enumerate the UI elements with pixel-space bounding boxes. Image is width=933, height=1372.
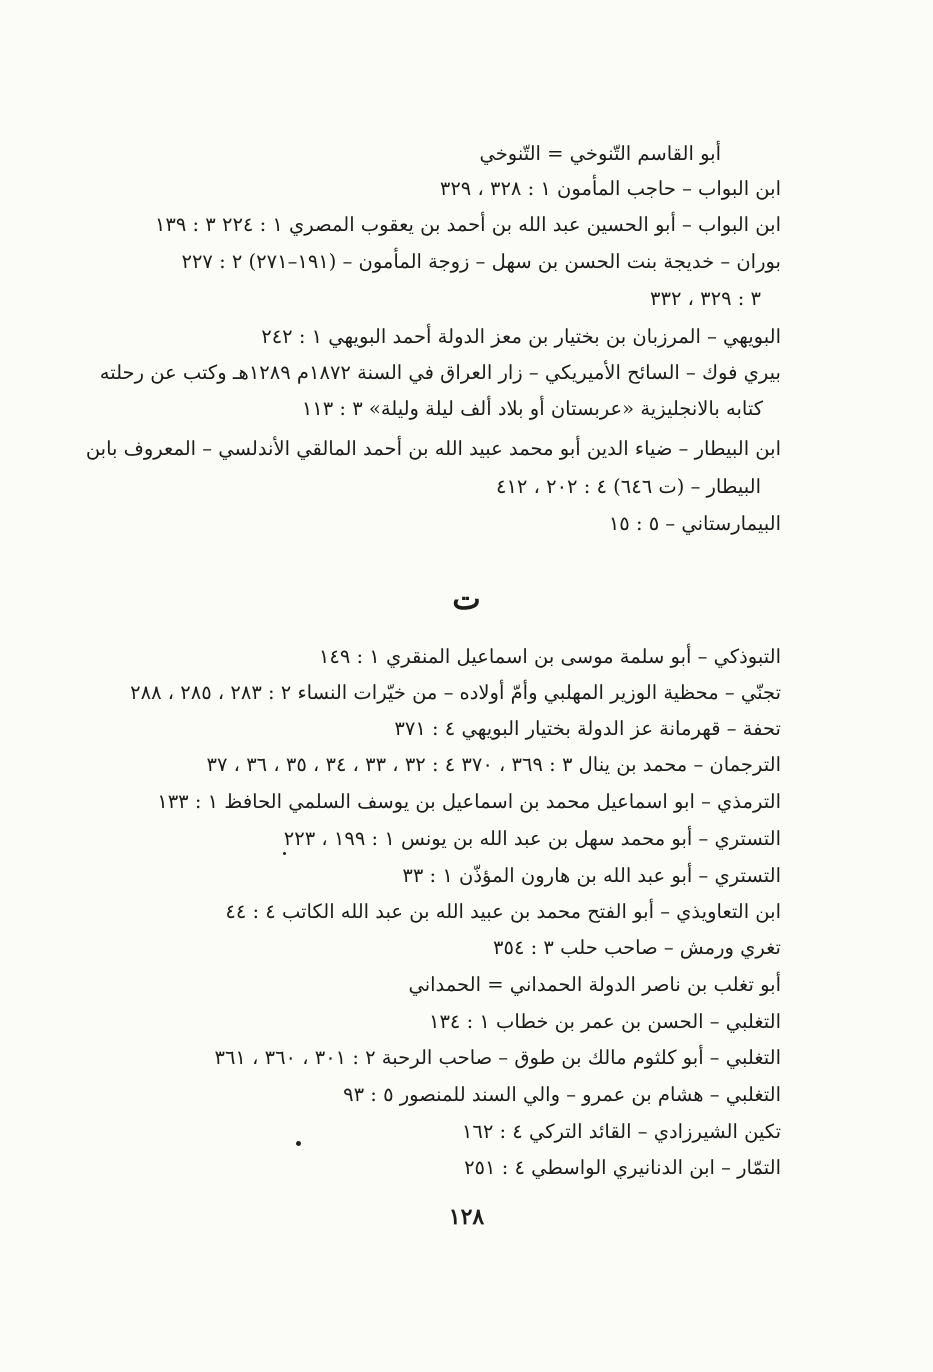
- index-entry: بوران – خديجة بنت الحسن بن سهل – زوجة المأمون – (١٩١–٢٧١) ٢ : ٢٢٧: [181, 250, 781, 273]
- index-entry: التبوذكي – أبو سلمة موسى بن اسماعيل المنقري ١ : ١٤٩: [318, 645, 781, 668]
- index-entry-continuation: ٣ : ٣٢٩ ، ٣٣٢: [650, 287, 761, 310]
- index-entry: أبو القاسم التّنوخي = التّنوخي: [479, 142, 721, 165]
- index-entry: ابن البيطار – ضياء الدين أبو محمد عبيد الله بن أحمد المالقي الأندلسي – المعروف بابن: [85, 437, 781, 460]
- index-entry: التستري – أبو محمد سهل بن عبد الله بن يونس ١ : ١٩٩ ، ٢٢٣: [283, 827, 781, 850]
- index-entry: ابن التعاويذي – أبو الفتح محمد بن عبيد الله بن عبد الله الكاتب ٤ : ٤٤: [225, 900, 781, 923]
- index-entry: التغلبي – الحسن بن عمر بن خطاب ١ : ١٣٤: [428, 1010, 781, 1033]
- index-entry: تحفة – قهرمانة عز الدولة بختيار البويهي ٤ : ٣٧١: [394, 717, 781, 740]
- index-entry: تجنّي – محظية الوزير المهلبي وأمّ أولاده – من خيّرات النساء ٢ : ٢٨٣ ، ٢٨٥ ، ٢٨٨: [130, 681, 781, 704]
- index-entry-continuation: كتابه بالانجليزية «عربستان أو بلاد ألف ليلة وليلة» ٣ : ١١٣: [301, 397, 763, 420]
- page-number: ١٢٨: [448, 1204, 485, 1230]
- index-entry: ابن البواب – حاجب المأمون ١ : ٣٢٨ ، ٣٢٩: [439, 177, 781, 200]
- index-entry: الترمذي – ابو اسماعيل محمد بن اسماعيل بن يوسف السلمي الحافظ ١ : ١٣٣: [157, 790, 781, 813]
- index-entry: بيري فوك – السائح الأميريكي – زار العراق في السنة ١٨٧٢م ١٢٨٩هـ وكتب عن رحلته: [99, 361, 781, 384]
- index-entry: تغري ورمش – صاحب حلب ٣ : ٣٥٤: [493, 936, 781, 959]
- section-heading-letter: ت: [452, 582, 481, 617]
- index-entry: تكين الشيرزادي – القائد التركي ٤ : ١٦٢: [461, 1120, 781, 1143]
- index-entry: البيمارستاني – ٥ : ١٥: [608, 512, 781, 535]
- index-entry-continuation: البيطار – (ت ٦٤٦) ٤ : ٢٠٢ ، ٤١٢: [495, 475, 761, 498]
- index-entry: أبو تغلب بن ناصر الدولة الحمداني = الحمداني: [408, 973, 781, 996]
- index-entry: الترجمان – محمد بن ينال ٣ : ٣٦٩ ، ٣٧٠ ٤ : ٣٢ ، ٣٣ ، ٣٤ ، ٣٥ ، ٣٦ ، ٣٧: [206, 753, 781, 776]
- index-entry: التمّار – ابن الدنانيري الواسطي ٤ : ٢٥١: [464, 1156, 781, 1179]
- ink-speck: [283, 852, 286, 855]
- index-entry: التغلبي – هشام بن عمرو – والي السند للمنصور ٥ : ٩٣: [343, 1083, 781, 1106]
- index-entry: ابن البواب – أبو الحسين عبد الله بن أحمد بن يعقوب المصري ١ : ٢٢٤ ٣ : ١٣٩: [154, 213, 781, 236]
- index-entry: البويهي – المرزبان بن بختيار بن معز الدولة أحمد البويهي ١ : ٢٤٢: [261, 325, 781, 348]
- index-entry: التغلبي – أبو كلثوم مالك بن طوق – صاحب الرحبة ٢ : ٣٠١ ، ٣٦٠ ، ٣٦١: [214, 1046, 781, 1069]
- ink-speck: [296, 1141, 301, 1146]
- index-entry: التستري – أبو عبد الله بن هارون المؤذّن ١ : ٣٣: [402, 864, 781, 887]
